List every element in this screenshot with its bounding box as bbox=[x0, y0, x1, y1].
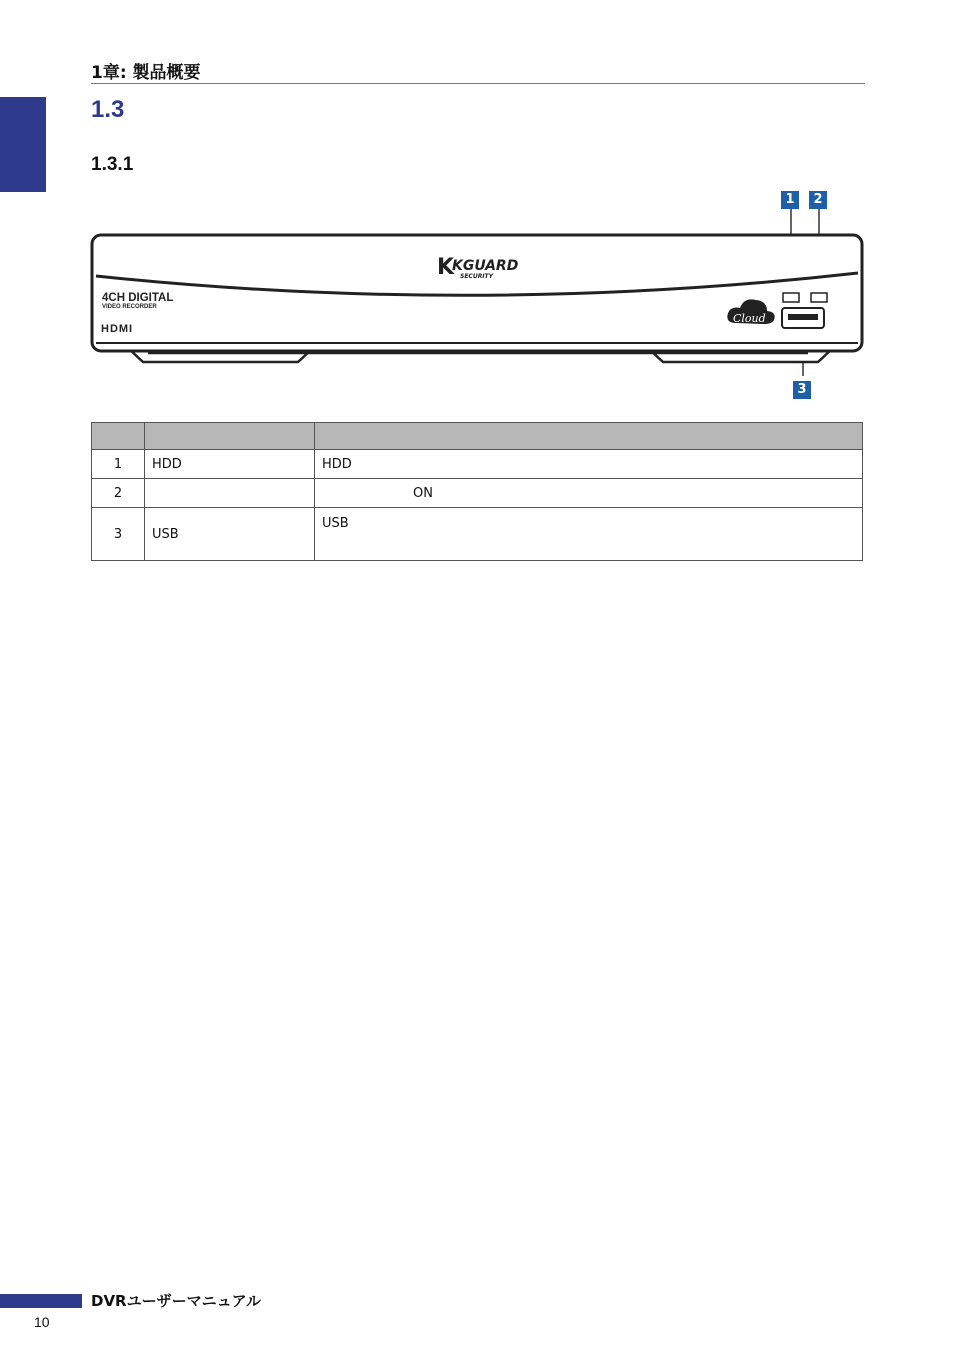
brand-logo: K bbox=[437, 255, 455, 280]
cloud-label: Cloud bbox=[733, 312, 766, 325]
model-line2: VIDEO RECORDER bbox=[102, 304, 157, 310]
section-heading: 1.3 bbox=[91, 96, 125, 123]
power-led-indicator bbox=[811, 293, 827, 302]
callout-2: 2 bbox=[809, 191, 827, 209]
row-name bbox=[145, 479, 315, 508]
row-num: 1 bbox=[92, 450, 145, 479]
row-desc: ON bbox=[315, 479, 863, 508]
model-line1: 4CH DIGITAL bbox=[102, 292, 174, 304]
row-name: USB bbox=[145, 508, 315, 561]
table-header-row bbox=[92, 423, 863, 450]
table-row bbox=[92, 508, 863, 561]
row-num: 3 bbox=[92, 508, 145, 561]
hdd-led-indicator bbox=[783, 293, 799, 302]
brand-sub: SECURITY bbox=[460, 273, 493, 280]
dvr-front-panel-figure bbox=[88, 188, 868, 403]
front-panel-table bbox=[91, 422, 863, 561]
callout-1: 1 bbox=[781, 191, 799, 209]
footer-title: DVRユーザーマニュアル bbox=[91, 1292, 262, 1310]
row-name: HDD bbox=[145, 450, 315, 479]
page-number: 10 bbox=[34, 1314, 50, 1330]
table-header-desc bbox=[315, 423, 863, 450]
chapter-header: 1章: 製品概要 bbox=[91, 63, 201, 83]
footer-bar bbox=[0, 1294, 82, 1308]
row-desc: HDD bbox=[315, 450, 863, 479]
table-row bbox=[92, 450, 863, 479]
usb-port-slot bbox=[788, 314, 818, 320]
row-desc: USB bbox=[315, 508, 863, 561]
callout-3: 3 bbox=[793, 381, 811, 399]
chapter-side-tab bbox=[0, 97, 46, 192]
table-row bbox=[92, 479, 863, 508]
row-num: 2 bbox=[92, 479, 145, 508]
subsection-heading: 1.3.1 bbox=[91, 154, 134, 175]
dvr-front-panel-illustration bbox=[88, 188, 868, 403]
brand-name: KGUARD bbox=[452, 258, 519, 274]
header-rule bbox=[91, 83, 865, 84]
hdmi-logo: HDMI bbox=[101, 323, 134, 335]
dvr-body bbox=[92, 235, 862, 351]
table-header-name bbox=[145, 423, 315, 450]
table-header-num bbox=[92, 423, 145, 450]
